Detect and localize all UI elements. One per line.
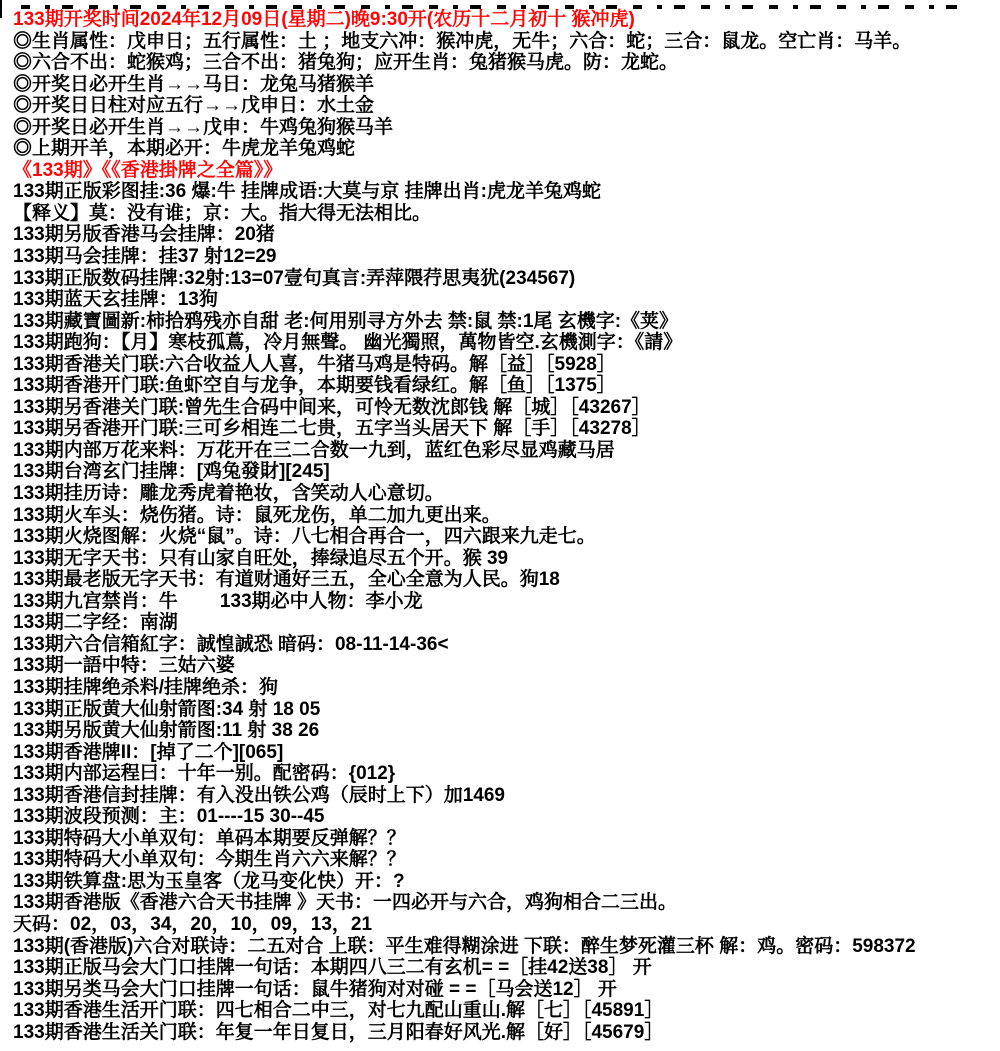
text-line: 133期无字天书：只有山家自旺处，捧绿追尽五个开。猴 39: [13, 547, 509, 569]
text-line: 133期铁算盘:思为玉皇客（龙马变化快）开：?: [13, 870, 405, 892]
text-line: ◎生肖属性：戊申日；五行属性：土 ；地支六冲：猴冲虎，无牛；六合：蛇；三合：鼠龙。空亡肖：马羊。: [13, 30, 912, 52]
text-line: 133期内部运程曰：十年一别。配密码：{012}: [13, 763, 396, 785]
text-line: 133期另香港关门联:曾先生合码中间来，可怜无数沈郎钱 解［城］［43267］: [13, 396, 651, 418]
text-line: 《133期》《《香港掛牌之全篇》》: [13, 159, 283, 181]
text-line: ◎开奖日必开生肖→→戊申：牛鸡兔狗猴马羊: [13, 116, 394, 138]
text-line: 133期波段预测：主：01----15 30--45: [13, 806, 325, 828]
text-line: 133期香港生活关门联：年复一年日复日，三月阳春好风光.解［好］［45679］: [13, 1021, 664, 1043]
text-line: 133期火烧图解：火烧“鼠”。诗：八七相合再合一，四六跟来九走七。: [13, 526, 596, 548]
text-line: 133期最老版无字天书：有道财通好三五，全心全意为人民。狗18: [13, 569, 560, 591]
text-line: 133期正版马会大门口挂牌一句话：本期四八三二有玄机= =［挂42送38］ 开: [13, 957, 652, 979]
text-line: 133期开奖时间2024年12月09日(星期二)晚9:30开(农历十二月初十 猴冲虎): [13, 9, 635, 30]
text-line: 133期另香港开门联:三可乡相连二七贵，五字当头居天下 解［手］［43278］: [13, 418, 651, 440]
text-line: 133期特码大小单双句：单码本期要反弹解？？: [13, 827, 406, 849]
text-line: ◎六合不出：蛇猴鸡；三合不出：猪兔狗；应开生肖：兔猪猴马虎。防：龙蛇。: [13, 52, 679, 74]
text-line: 133期内部万花来料：万花开在三二合数一九到，蓝红色彩尽显鸡藏马居: [13, 439, 615, 461]
clipped-text-top-edge: [21, 1, 965, 9]
left-edge-fragment: [0, 0, 2, 18]
text-line: 133期香港牌II：[掉了二个][065]: [13, 741, 284, 763]
text-line: 133期香港开门联:鱼虾空自与龙争，本期要钱看绿红。解［鱼］［1375］: [13, 375, 616, 397]
text-line: 133期蓝天玄挂牌：13狗: [13, 289, 218, 311]
text-line: 133期台湾玄门挂牌：[鸡兔發財][245]: [13, 461, 330, 483]
text-line: 133期马会挂牌：挂37 射12=29: [13, 246, 277, 268]
text-line: 133期香港版《香港六合天书挂牌 》天书：一四必开与六合，鸡狗相合二三出。: [13, 892, 677, 914]
text-line: 133期九宫禁肖：牛 133期必中人物：李小龙: [13, 590, 423, 612]
text-line: 133期火车头：烧伤猪。诗：鼠死龙伤，单二加九更出来。: [13, 504, 501, 526]
text-line: 133期挂历诗：雕龙秀虎着艳妆，含笑动人心意切。: [13, 483, 444, 505]
text-line: 133期正版黄大仙射箭图:34 射 18 05: [13, 698, 321, 720]
text-line: 133期二字经：南湖: [13, 612, 178, 634]
text-line: 133期藏寶圖新:柿拾鸦残亦自甜 老:何用别寻方外去 禁:鼠 禁:1尾 玄機字:《荚》: [13, 310, 679, 332]
text-line: 133期另版黄大仙射箭图:11 射 38 26: [13, 720, 320, 742]
text-line: 133期(香港版)六合对联诗：二五对合 上联：平生难得糊涂进 下联：醉生梦死灌三杯 解：鸡。密码：598372: [13, 935, 916, 957]
text-line: 133期挂牌绝杀料/挂牌绝杀：狗: [13, 676, 278, 698]
text-line: 133期特码大小单双句：今期生肖六六来解？？: [13, 849, 406, 871]
text-line: ◎开奖日日柱对应五行→→戊申日：水土金: [13, 95, 375, 117]
text-line: 【释义】莫：没有谁；京：大。指大得无法相比。: [13, 202, 432, 224]
text-line: ◎上期开羊，本期必开：牛虎龙羊兔鸡蛇: [13, 138, 356, 160]
text-line: 133期香港信封挂牌：有入没出铁公鸡（辰时上下）加1469: [13, 784, 505, 806]
text-line: 133期正版彩图挂:36 爆:牛 挂牌成语:大莫与京 挂牌出肖:虎龙羊兔鸡蛇: [13, 181, 601, 203]
text-line: 133期香港生活开门联：四七相合二中三，对七九配山重山.解［七］［45891］: [13, 1000, 664, 1022]
text-line: 133期跑狗：【月】寒枝孤蔦，冷月無聲。 幽光獨照，萬物皆空.玄機測字：《請》: [13, 332, 683, 354]
text-line: 133期六合信箱紅字：誠惶誠恐 暗码：08-11-14-36<: [13, 633, 449, 655]
text-line: 133期另类马会大门口挂牌一句话：鼠牛猪狗对对碰 = =［马会送12］ 开: [13, 978, 617, 1000]
text-line: 133期一語中特：三姑六婆: [13, 655, 235, 677]
text-line: 133期另版香港马会挂牌：20猪: [13, 224, 275, 246]
text-line: 133期香港关门联:六合收益人人喜，牛猪马鸡是特码。解［益］［5928］: [13, 353, 616, 375]
text-line: ◎开奖日必开生肖→→马日：龙兔马猪猴羊: [13, 73, 375, 95]
lines-container: [13, 9, 994, 1043]
text-line: 天码：02，03，34，20，10，09，13，21: [13, 913, 373, 935]
text-line: 133期正版数码挂牌:32射:13=07壹句真言:弄萍隈荇思夷犹(234567): [13, 267, 576, 289]
